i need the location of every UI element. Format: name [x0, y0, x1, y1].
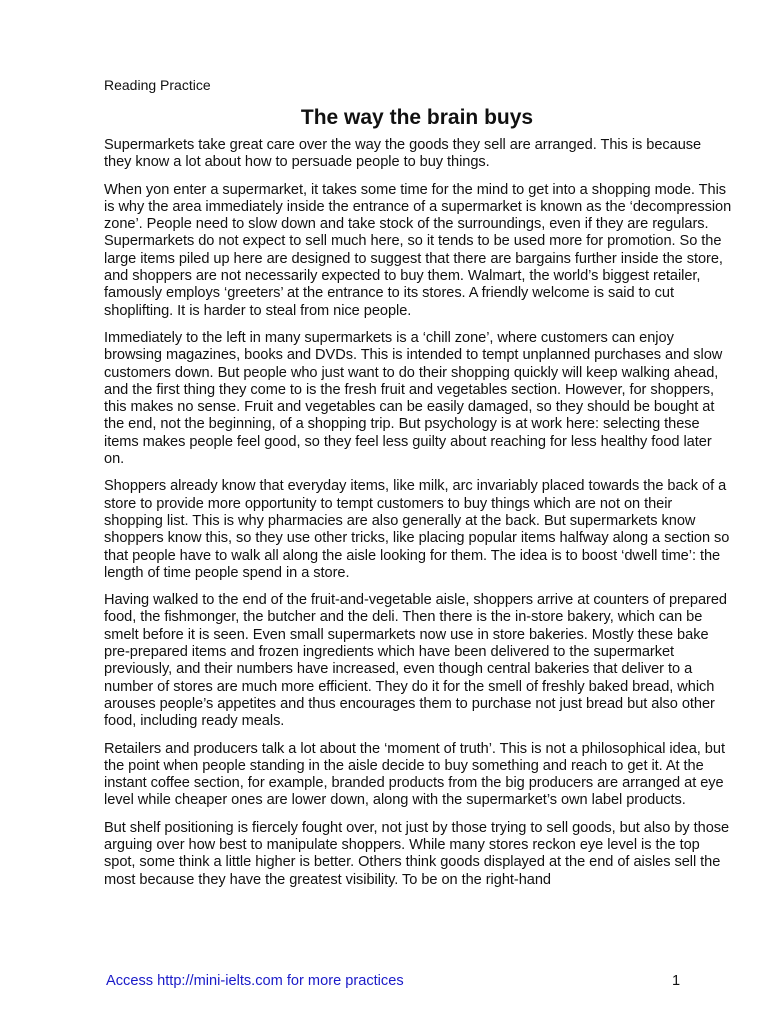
paragraph: Supermarkets take great care over the way the goods they sell are arranged. This is because they know a lot about how to persuade people to buy things. [104, 137, 702, 171]
paragraph: Immediately to the left in many supermarkets is a ‘chill zone’, where customers can enjoy browsing magazines, books and DVDs. This is intended to tempt unplanned purchases and slow customers down. But people who just want to do their shopping quickly will keep walking ahead, and the first thing they come to is the fresh fruit and vegetables section. However, for shoppers, this makes no sense. Fruit and vegetables can be easily damaged, so they should be bought at the end, not the beginning, of a shopping trip. But psychology is at work here: selecting these items makes people feel good, so they feel less guilty about reaching for less healthy food later on. [104, 329, 723, 468]
page-number: 1 [672, 973, 681, 989]
article-body [104, 137, 732, 899]
header-label: Reading Practice [104, 77, 211, 93]
paragraph: When yon enter a supermarket, it takes some time for the mind to get into a shopping mode. This is why the area immediately inside the entrance of a supermarket is known as the ‘decompression zone’. People need to slow down and take stock of the surroundings, even if they are regulars. Supermarkets do not expect to sell much here, so it tends to be used more for promotion. So the large items piled up here are designed to suggest that there are bargains further inside the store, and shoppers are not necessarily expected to buy them. Walmart, the world’s biggest retailer, famously employs ‘greeters’ at the entrance to its stores. A friendly welcome is said to cut shoplifting. It is harder to steal from nice people. [104, 181, 732, 319]
paragraph: Having walked to the end of the fruit-and-vegetable aisle, shoppers arrive at counters of prepared food, the fishmonger, the butcher and the deli. Then there is the in-store bakery, which can be smelt before it is seen. Even small supermarkets now use in store bakeries. Mostly these bake pre-prepared items and frozen ingredients which have been delivered to the supermarket previously, and their numbers have increased, even though central bakeries that deliver to a number of stores are much more efficient. They do it for the smell of freshly baked bread, which arouses people’s appetites and thus encourages them to purchase not just bread but also other food, including ready meals. [104, 592, 728, 730]
paragraph: Shoppers already know that everyday items, like milk, arc invariably placed towards the back of a store to provide more opportunity to tempt customers to buy things which are not on their shopping list. This is why pharmacies are also generally at the back. But supermarkets know shoppers know this, so they use other tricks, like placing popular items halfway along a section so that people have to walk all along the aisle looking for them. The idea is to boost ‘dwell time’: the length of time people spend in a store. [104, 478, 730, 581]
paragraph: Retailers and producers talk a lot about the ‘moment of truth’. This is not a philosophical idea, but the point when people standing in the aisle decide to buy something and reach to get it. At the instant coffee section, for example, branded products from the big producers are arranged at eye level while cheaper ones are lower down, along with the supermarket’s own label products. [104, 740, 725, 809]
page-title: The way the brain buys [300, 106, 534, 129]
paragraph: But shelf positioning is fiercely fought over, not just by those trying to sell goods, but also by those arguing over how best to manipulate shoppers. While many stores reckon eye level is the top spot, some think a little higher is better. Others think goods displayed at the end of aisles sell the most because they have the greatest visibility. To be on the right-hand [104, 819, 730, 888]
footer-link[interactable]: Access http://mini-ielts.com for more practices [106, 973, 404, 989]
